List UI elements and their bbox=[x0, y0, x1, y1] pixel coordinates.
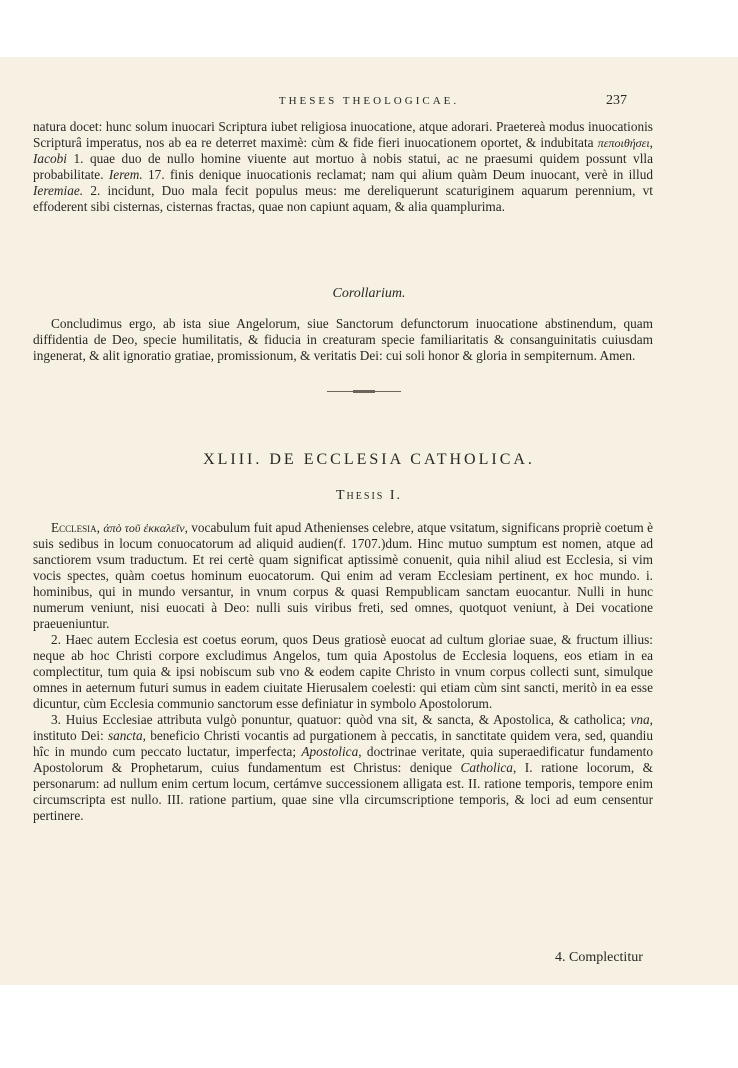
page-number: 237 bbox=[606, 93, 627, 108]
greek-word: πεποιθήσει bbox=[597, 136, 650, 150]
corollary-heading: Corollarium. bbox=[332, 286, 406, 301]
text-run: 3. Huius Ecclesiae attributa vulgò ponuntur, quatuor: quòd vna sit, & sancta, & Apostolica, & catholica; bbox=[51, 712, 631, 727]
ref-ierem: Ierem. bbox=[108, 167, 143, 182]
running-title: THESES THEOLOGICAE. bbox=[278, 95, 460, 107]
text-run: natura docet: hunc solum inuocari Scriptura iubet religiosa inuocatione, atque adorari. Praetereà modus inuocationis Scripturâ imperatus, nos ab ea re deterret maximè: cùm & fide fieri inuocationem oportet, & indubitata bbox=[33, 119, 653, 150]
chapter-title: XLIII. DE ECCLESIA CATHOLICA. bbox=[203, 451, 535, 468]
term-una: vna bbox=[630, 712, 650, 727]
continuation-paragraph bbox=[33, 119, 653, 215]
text-run: 2. incidunt, Duo mala fecit populus meus: me dereliquerunt scaturiginem aquarum perennium, vt effoderent sibi cisternas, cisternas fractas, quae non capiunt aquam, & alia quamplurima. bbox=[33, 183, 653, 214]
term-catholica: Catholica bbox=[460, 760, 513, 775]
ref-iacobi: Iacobi bbox=[33, 151, 67, 166]
text-run: , beneficio Christi vocantis ad purgationem à peccatis, in sanctitate quidem vera, sed, quandiu hîc in mundo cum peccato luctatur, imperfecta; bbox=[33, 728, 653, 759]
catchword: 4. Complectitur bbox=[555, 950, 643, 965]
corollary-text: Concludimus ergo, ab ista siue Angelorum, siue Sanctorum defunctorum inuocatione abstinendum, quam diffidentia de Deo, specie humilitatis, & fiducia in creaturam specie familiaritatis & consanguinitatis cuiusdam ingenerat, & alit ignoratio gratiae, promissionum, & veritatis Dei: cui soli honor & gloria in sempiternum. Amen. bbox=[33, 316, 653, 363]
text-run: , bbox=[649, 135, 653, 150]
thesis-heading: Thesis I. bbox=[336, 488, 402, 503]
thesis-paragraph-2: 2. Haec autem Ecclesia est coetus eorum, quos Deus gratiosè euocat ad cultum gloriae suae, & fructum illius: neque ab hoc Christi corpore excludimus Angelos, tum quia Apostolus de Ecclesia loquens, eos etiam in ea complectitur, tum quia & ipsi nobiscum sub vno & eodem capite Christo in vnum corpus collecti sunt, simulque omnes in aeternum futuri sumus in eadem ciuitate Hierusalem coelesti: qui etiam cùm sint sancti, meritò in ea esse dicuntur, cùm Ecclesia communio sanctorum esse definiatur in symbolo Apostolorum. bbox=[33, 632, 653, 711]
section-divider bbox=[327, 391, 401, 392]
term-sancta: sancta bbox=[107, 728, 143, 743]
text-run: 1. quae duo de nullo homine viuente aut mortuo à nobis statui, ac ne praesumi quidem possunt vlla probabilitate. bbox=[33, 151, 653, 182]
lead-word: Ecclesia bbox=[51, 520, 97, 535]
text-run: , I. ratione locorum, & personarum: ad nullum enim certum locum, certámve successionem alligata est. II. ratione temporis, tempore enim circumscripta est nullo. III. ratione partium, quae sine vlla circumscriptione temporis, & loci ad eum censentur pertinere. bbox=[33, 760, 653, 823]
text-run: , doctrinae veritate, quia superaedificatur fundamento Apostolorum & Prophetarum, cuius fundamentum est Christus: denique bbox=[33, 744, 653, 775]
thesis-paragraph-3 bbox=[33, 712, 653, 824]
text-run: 17. finis denique inuocationis reclamat; nam qui alium quàm Deum inuocant, verè in illud bbox=[142, 167, 653, 182]
text-run: , instituto Dei: bbox=[33, 712, 653, 743]
text-run: , vocabulum fuit apud Athenienses celebre, atque vsitatum, significans propriè coetum è suis sedibus in locum conuocatorum ad aliquid audien(f. 1707.)dum. Hinc mutuo sumptum est nomen, atque ad sanctiorem vsum traductum. Et rei certè quam significat aptissimè conuenit, quia nihil aliud est Ecclesia, si vim vocis spectes, quàm coetus hominum euocatorum. Qui enim ad veram Ecclesiam pertinent, ex hoc mundo. i. hominibus, qui in mundo versantur, in vnum corpus & quasi Rempublicam sanctam euocantur. Nulli in hunc numerum veniunt, nisi euocati à Deo: nulli suis viribus freti, sed omnes, quotquot veniunt, à Dei vocatione praeueniuntur. bbox=[33, 520, 653, 631]
corollary-paragraph bbox=[33, 316, 653, 364]
term-apostolica: Apostolica bbox=[301, 744, 359, 759]
ref-ieremiae: Ieremiae. bbox=[33, 183, 84, 198]
greek-phrase: ἀπὸ τοῦ ἐκκαλεῖν bbox=[103, 521, 185, 535]
thesis-paragraph-1: Ecclesia, ἀπὸ τοῦ ἐκκαλεῖν, vocabulum fuit apud Athenienses celebre, atque vsitatum, significans propriè coetum è suis sedibus in locum conuocatorum ad aliquid audien(f. 1707.)dum. Hinc mutuo sumptum est nomen, atque ad sanctiorem vsum traductum. Et rei certè quam significat aptissimè conuenit, quia nihil aliud est Ecclesia, si vim vocis spectes, quàm coetus hominum euocatorum. Qui enim ad veram Ecclesiam pertinent, ex hoc mundo. i. hominibus, qui in mundo versantur, in vnum corpus & quasi Rempublicam sanctam euocantur. Nulli in hunc numerum veniunt, nisi euocati à Deo: nulli suis viribus freti, sed omnes, quotquot veniunt, à Dei vocatione praeueniuntur. bbox=[33, 520, 653, 631]
running-header bbox=[0, 93, 738, 113]
thesis-body bbox=[33, 520, 653, 824]
